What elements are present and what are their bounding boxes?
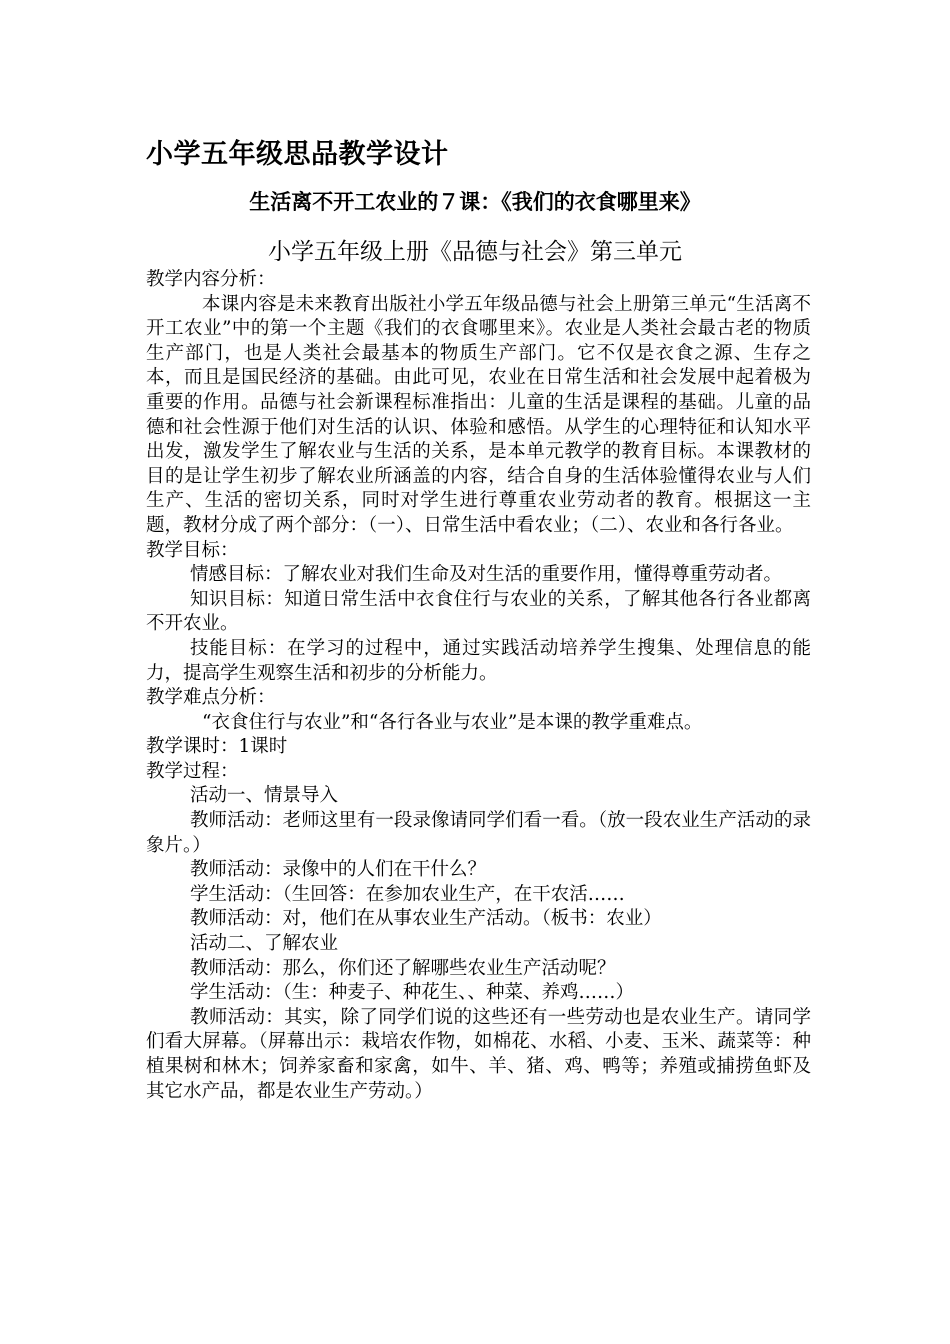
content-analysis-heading: 教学内容分析： [146,269,276,290]
document-subtitle: 生活离不开工农业的７课：《我们的衣食哪里来》 [249,190,701,214]
process-line: 教师活动：其实，除了同学们说的这些还有一些劳动也是农业生产。请同学们看大屏幕。（屏幕出示：栽培农作物，如棉花、水稻、小麦、玉米、蔬菜等：种植果树和林木；饲养家畜和家禽，如牛、羊、猪、鸡、鸭等；养殖或捕捞鱼虾及其它水产品，都是农业生产劳动。） [146,1006,811,1102]
emotional-objective: 情感目标：了解农业对我们生命及对生活的重要作用，懂得尊重劳动者。 [190,564,783,586]
content-analysis-paragraph: 本课内容是未来教育出版社小学五年级品德与社会上册第三单元“生活离不开工农业”中的第一个主题《我们的衣食哪里来》。农业是人类社会最古老的物质生产部门，也是人类社会最基本的物质生产部门。它不仅是衣食之源、生存之本，而且是国民经济的基础。由此可见，农业在日常生活和社会发展中起着极为重要的作用。品德与社会新课程标准指出：儿童的生活是课程的基础。儿童的品德和社会性源于他们对生活的认识、体验和感悟。从学生的心理特征和认知水平出发，激发学生了解农业与生活的关系，是本单元教学的教育目标。本课教材的目的是让学生初步了解农业所涵盖的内容，结合自身的生活体验懂得农业与人们生产、生活的密切关系，同时对学生进行尊重农业劳动者的教育。根据这一主题，教材分成了两个部分：（一）、日常生活中看农业；（二）、农业和各行各业。 [146,293,811,536]
process-line: 教师活动：录像中的人们在干什么？ [190,859,487,881]
skill-objective: 技能目标：在学习的过程中，通过实践活动培养学生搜集、处理信息的能力，提高学生观察生活和初步的分析能力。 [146,637,811,684]
objectives-heading: 教学目标： [146,539,239,561]
document-unit: 小学五年级上册《品德与社会》第三单元 [268,239,682,265]
process-line: 教师活动：老师这里有一段录像请同学们看一看。（放一段农业生产活动的录象片。） [146,810,811,856]
activity-one-heading: 活动一、情景导入 [190,785,339,807]
teaching-hours: 教学课时：1课时 [146,736,288,758]
process-heading: 教学过程： [146,760,239,782]
process-line: 学生活动：（生：种麦子、种花生、、种菜、养鸡……） [190,982,635,1004]
process-line: 教师活动：那么，你们还了解哪些农业生产活动呢？ [190,957,616,979]
process-line: 学生活动：（生回答：在参加农业生产，在干农活…… [190,883,625,905]
difficulty-heading: 教学难点分析： [146,687,276,709]
document-body [146,268,811,1104]
document-title: 小学五年级思品教学设计 [146,139,449,170]
difficulty-paragraph: “衣食住行与农业”和“各行各业与农业”是本课的教学重难点。 [202,711,703,733]
process-line: 教师活动：对，他们在从事农业生产活动。（板书：农业） [190,908,662,930]
knowledge-objective: 知识目标：知道日常生活中衣食住行与农业的关系，了解其他各行各业都离不开农业。 [146,588,811,635]
activity-two-heading: 活动二、了解农业 [190,933,339,955]
